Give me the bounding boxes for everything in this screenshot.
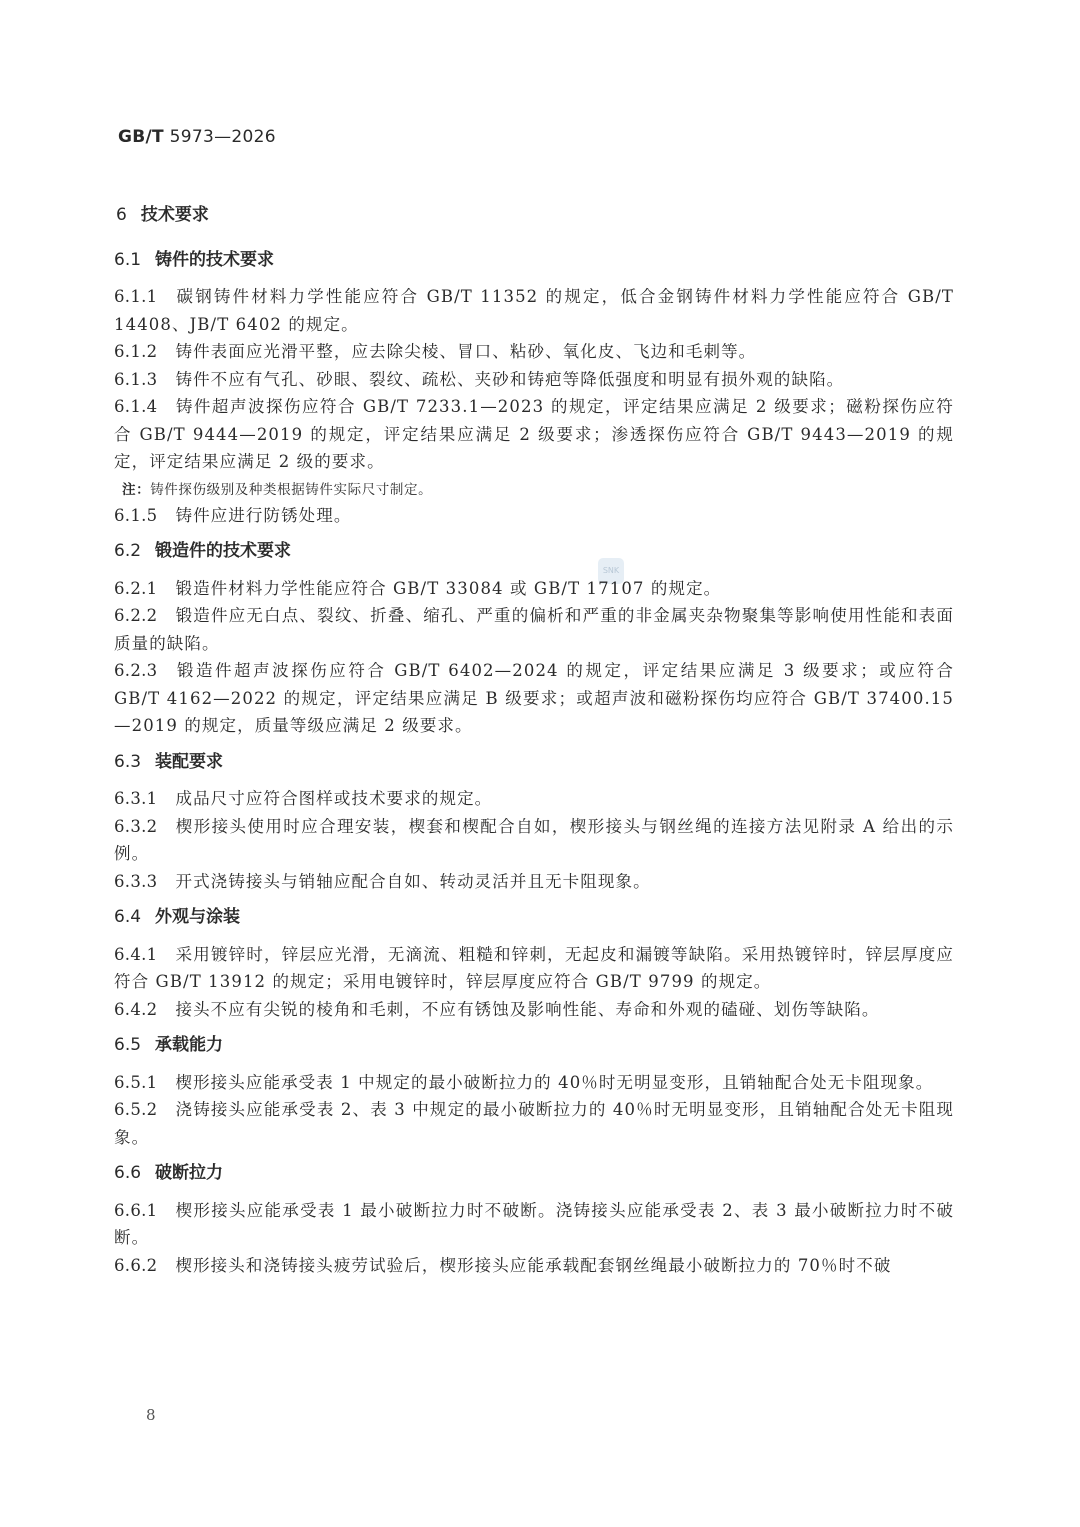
clause-6-1-2 bbox=[114, 338, 954, 366]
section-number: 6 bbox=[116, 205, 127, 225]
clause-number: 6.3.2 bbox=[114, 816, 158, 836]
clause-6-5-1 bbox=[114, 1069, 954, 1097]
clause-number: 6.3.3 bbox=[114, 871, 158, 891]
clause-number: 6.6.1 bbox=[114, 1200, 158, 1220]
clause-6-2-3 bbox=[114, 657, 954, 740]
section-title: 锻造件的技术要求 bbox=[155, 541, 292, 561]
section-number: 6.3 bbox=[114, 751, 142, 772]
clause-6-4-1 bbox=[114, 941, 954, 996]
clause-6-3-1 bbox=[114, 785, 954, 813]
clause-number: 6.4.1 bbox=[114, 944, 158, 964]
clause-6-3-3 bbox=[114, 868, 954, 896]
clause-text: 铸件表面应光滑平整，应去除尖棱、冒口、粘砂、氧化皮、飞边和毛刺等。 bbox=[175, 342, 757, 361]
clause-text: 楔形接头应能承受表 1 中规定的最小破断拉力的 40％时无明显变形，且销轴配合处无卡阻现象。 bbox=[175, 1072, 934, 1092]
clause-text: 锻造件超声波探伤应符合 GB/T 6402—2024 的规定，评定结果应满足 3 级要求；或应符合 GB/T 4162—2022 的规定，评定结果应满足 B 级要求；或超声波和磁粉探伤均应符合 GB/T 37400.15—2019 的规定，质量等级应满足 2 级要求。 bbox=[114, 661, 954, 735]
section-title: 外观与涂装 bbox=[155, 907, 241, 927]
watermark-logo: SNK bbox=[598, 558, 624, 584]
note-label: 注： bbox=[122, 481, 151, 498]
section-number: 6.1 bbox=[114, 249, 142, 270]
clause-6-4-2 bbox=[114, 996, 954, 1024]
clause-number: 6.2.2 bbox=[114, 606, 158, 625]
section-title: 破断拉力 bbox=[155, 1163, 224, 1183]
section-number: 6.4 bbox=[114, 907, 142, 927]
clause-6-3-2 bbox=[114, 813, 954, 868]
clause-text: 铸件超声波探伤应符合 GB/T 7233.1—2023 的规定，评定结果应满足 2 级要求；磁粉探伤应符合 GB/T 9444—2019 的规定，评定结果应满足 2 级要求；渗透探伤应符合 GB/T 9443—2019 的规定，评定结果应满足 2 级的要求。 bbox=[114, 397, 954, 471]
clause-text: 楔形接头使用时应合理安装，楔套和楔配合自如，楔形接头与钢丝绳的连接方法见附录 A 给出的示例。 bbox=[114, 816, 954, 863]
clause-text: 开式浇铸接头与销轴应配合自如、转动灵活并且无卡阻现象。 bbox=[175, 871, 651, 891]
clause-number: 6.6.2 bbox=[114, 1255, 158, 1275]
page-number: 8 bbox=[146, 1406, 156, 1424]
section-heading-6-2 bbox=[114, 538, 954, 566]
clause-text: 浇铸接头应能承受表 2、表 3 中规定的最小破断拉力的 40％时无明显变形，且销轴配合处无卡阻现象。 bbox=[114, 1100, 954, 1147]
section-title: 承载能力 bbox=[155, 1035, 224, 1055]
clause-number: 6.3.1 bbox=[114, 789, 158, 808]
clause-6-1-3 bbox=[114, 366, 954, 394]
section-title: 铸件的技术要求 bbox=[155, 249, 275, 270]
clause-6-1-4 bbox=[114, 393, 954, 476]
standard-header bbox=[118, 127, 276, 147]
section-heading-6-1 bbox=[114, 247, 954, 275]
clause-text: 楔形接头应能承受表 1 最小破断拉力时不破断。浇铸接头应能承受表 2、表 3 最小破断拉力时不破断。 bbox=[114, 1200, 954, 1247]
clause-text: 锻造件应无白点、裂纹、折叠、缩孔、严重的偏析和严重的非金属夹杂物聚集等影响使用性能和表面质量的缺陷。 bbox=[114, 606, 954, 653]
clause-text: 铸件不应有气孔、砂眼、裂纹、疏松、夹砂和铸疤等降低强度和明显有损外观的缺陷。 bbox=[175, 369, 845, 389]
clause-6-6-2 bbox=[114, 1252, 954, 1280]
clause-number: 6.4.2 bbox=[114, 999, 158, 1019]
clause-number: 6.5.1 bbox=[114, 1072, 158, 1092]
clause-number: 6.1.4 bbox=[114, 397, 158, 416]
clause-6-5-2 bbox=[114, 1096, 954, 1151]
clause-text: 接头不应有尖锐的棱角和毛刺，不应有锈蚀及影响性能、寿命和外观的磕碰、划伤等缺陷。 bbox=[175, 999, 880, 1019]
section-number: 6.6 bbox=[114, 1163, 142, 1183]
clause-number: 6.2.1 bbox=[114, 578, 158, 598]
clause-number: 6.1.2 bbox=[114, 342, 158, 361]
note bbox=[122, 478, 954, 502]
section-title: 装配要求 bbox=[155, 751, 224, 772]
clause-number: 6.1.1 bbox=[114, 287, 158, 306]
section-heading-6-3 bbox=[114, 749, 954, 777]
clause-6-2-1 bbox=[114, 575, 954, 603]
clause-6-1-1 bbox=[114, 283, 954, 338]
clause-number: 6.1.5 bbox=[114, 505, 158, 525]
section-heading-6 bbox=[116, 202, 954, 230]
clause-number: 6.2.3 bbox=[114, 661, 158, 680]
clause-6-6-1 bbox=[114, 1197, 954, 1252]
clause-number: 6.1.3 bbox=[114, 369, 158, 389]
section-number: 6.5 bbox=[114, 1035, 142, 1055]
clause-number: 6.5.2 bbox=[114, 1100, 158, 1119]
document-body bbox=[114, 202, 954, 1279]
section-title: 技术要求 bbox=[140, 205, 209, 225]
section-heading-6-4 bbox=[114, 904, 954, 932]
note-text: 铸件探伤级别及种类根据铸件实际尺寸制定。 bbox=[150, 481, 433, 498]
clause-6-1-5 bbox=[114, 502, 954, 530]
section-heading-6-5 bbox=[114, 1032, 954, 1060]
clause-text: 采用镀锌时，锌层应光滑，无滴流、粗糙和锌刺，无起皮和漏镀等缺陷。采用热镀锌时，锌层厚度应符合 GB/T 13912 的规定；采用电镀锌时，锌层厚度应符合 GB/T 9799 的规定。 bbox=[114, 944, 954, 991]
standard-prefix: GB/T bbox=[118, 127, 164, 147]
section-number: 6.2 bbox=[114, 541, 142, 561]
section-heading-6-6 bbox=[114, 1160, 954, 1188]
standard-number: 5973—2026 bbox=[169, 127, 276, 147]
clause-text: 成品尺寸应符合图样或技术要求的规定。 bbox=[175, 789, 493, 808]
clause-text: 碳钢铸件材料力学性能应符合 GB/T 11352 的规定，低合金钢铸件材料力学性能应符合 GB/T 14408、JB/T 6402 的规定。 bbox=[114, 287, 954, 334]
clause-text: 铸件应进行防锈处理。 bbox=[175, 505, 352, 525]
clause-text: 楔形接头和浇铸接头疲劳试验后，楔形接头应能承载配套钢丝绳最小破断拉力的 70％时不破 bbox=[175, 1255, 892, 1275]
clause-6-2-2 bbox=[114, 602, 954, 657]
clause-text: 锻造件材料力学性能应符合 GB/T 33084 或 GB/T 17107 的规定。 bbox=[175, 578, 722, 598]
